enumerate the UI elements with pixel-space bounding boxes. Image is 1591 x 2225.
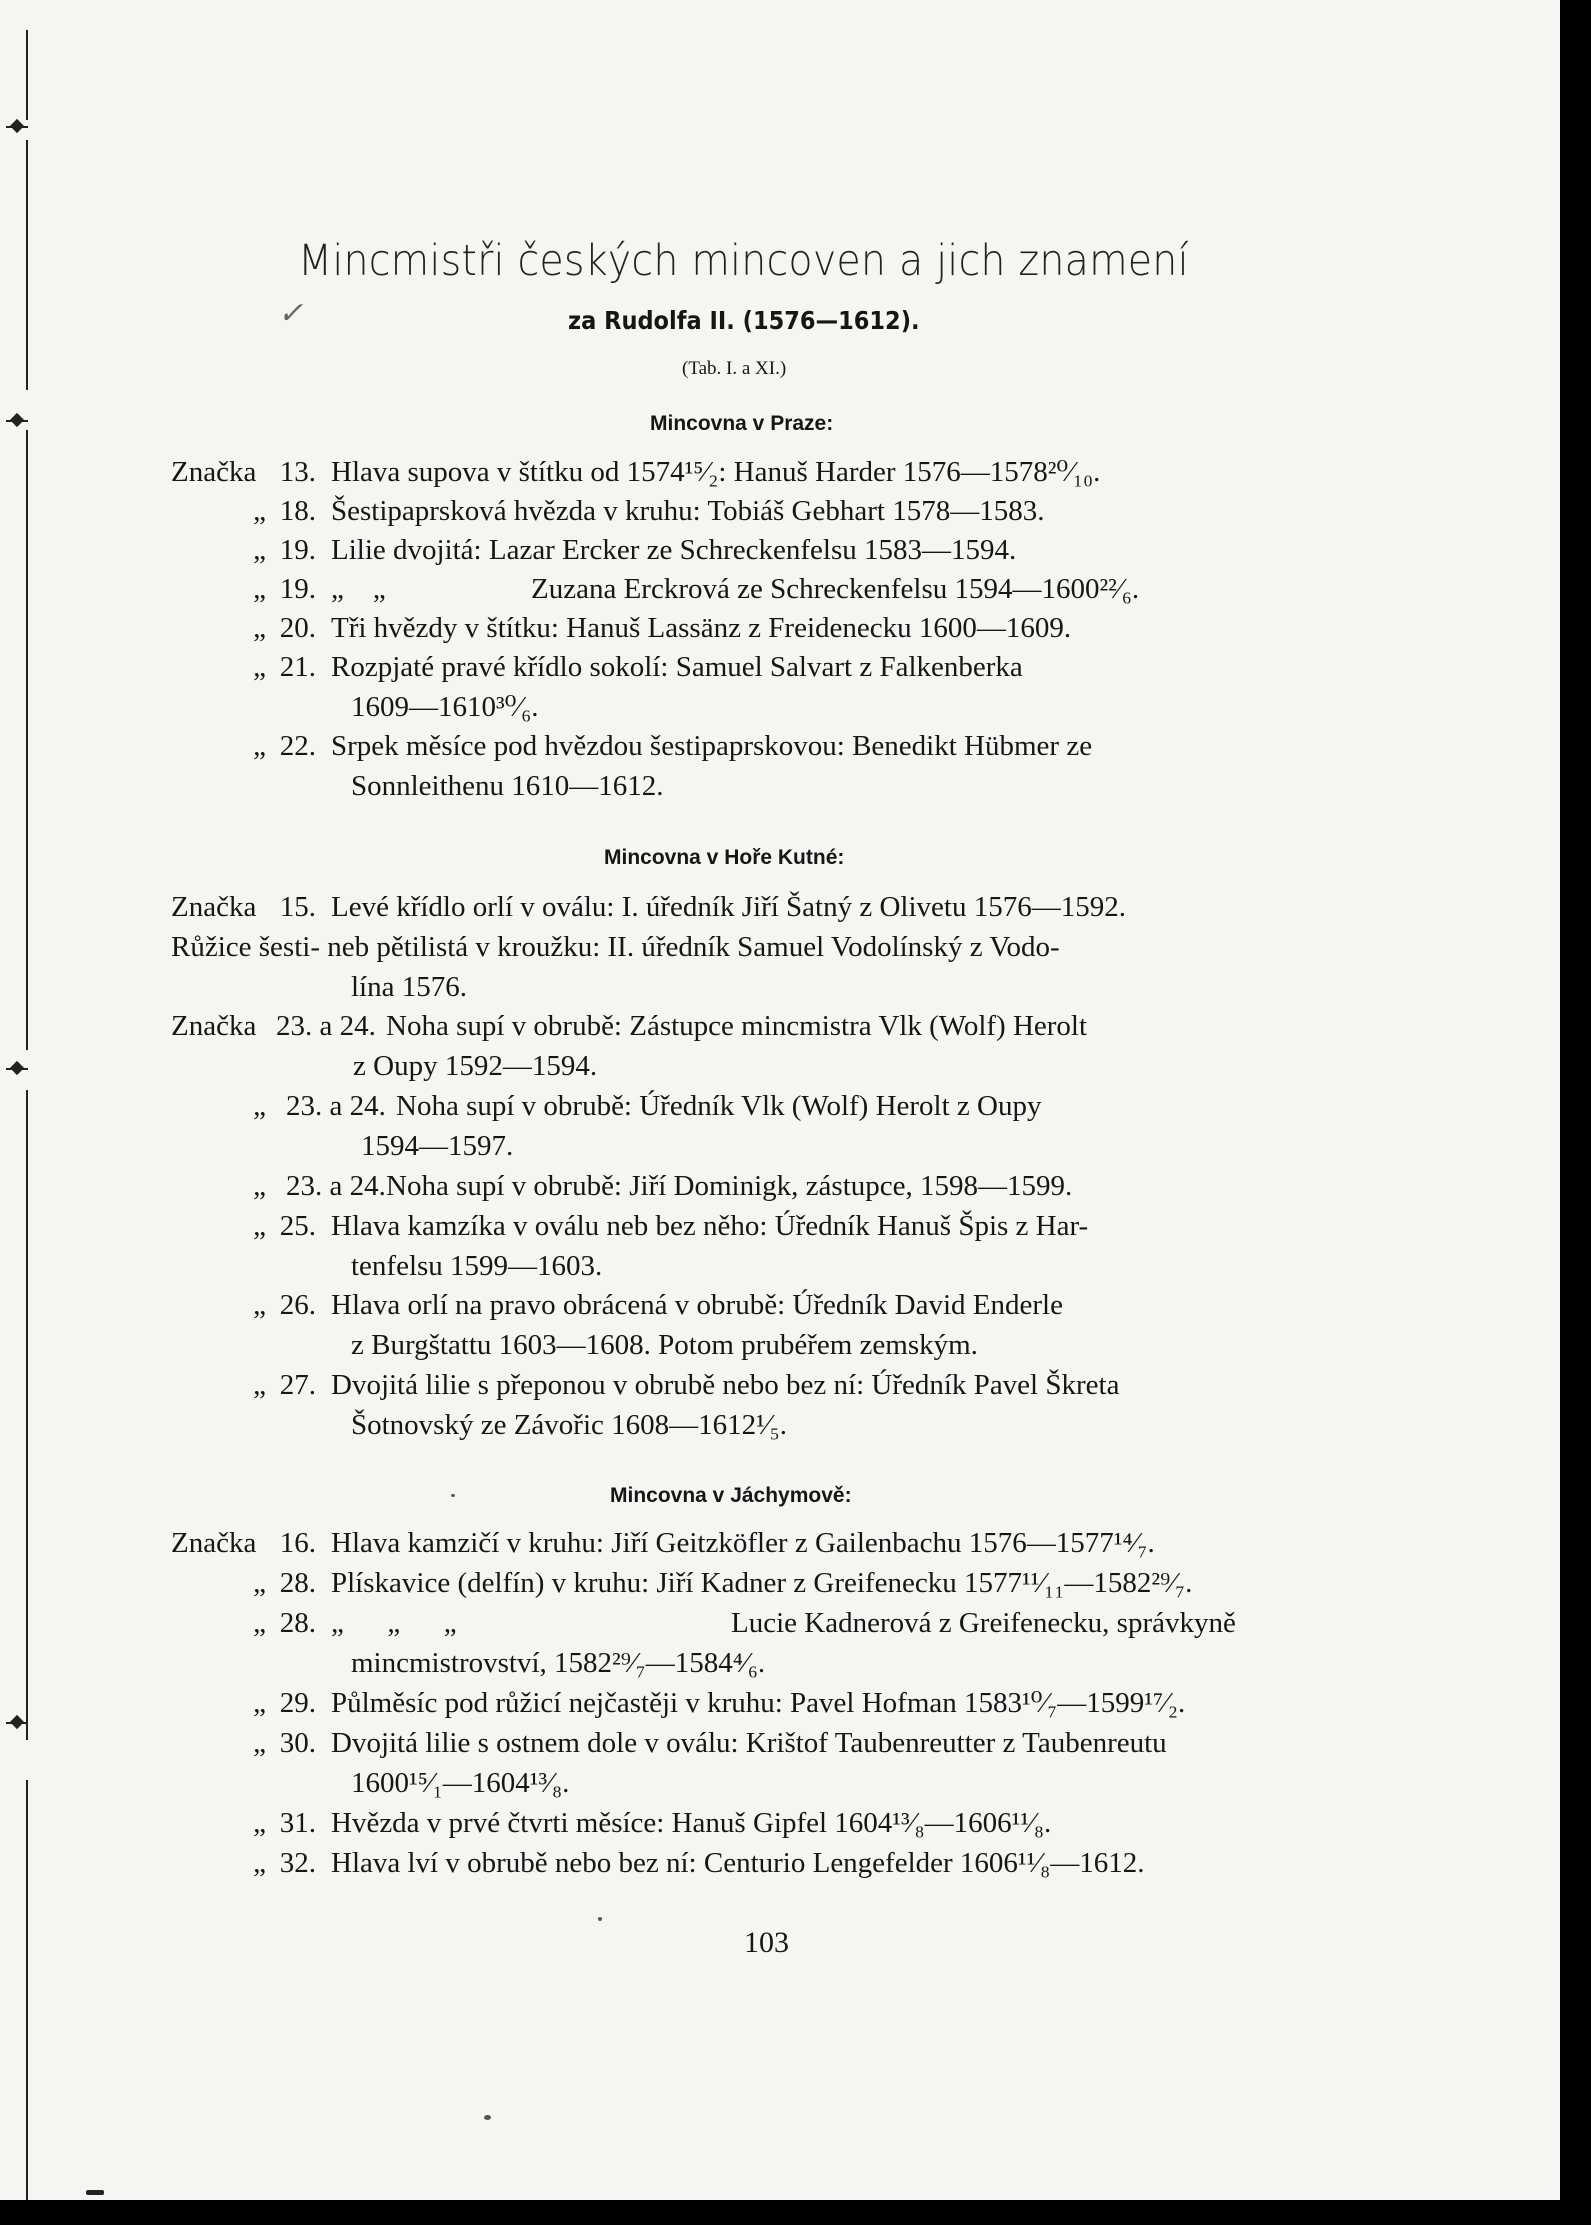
- scan-edge-line: [26, 1780, 28, 2200]
- section-heading-kutna-hora: Mincovna v Hoře Kutné:: [604, 846, 845, 869]
- scan-edge-line: [26, 430, 28, 1050]
- entry-prefix: Značka: [171, 1010, 257, 1042]
- entry-text-continued: 1594—1597.: [361, 1130, 514, 1162]
- entry-prefix: „: [253, 534, 266, 566]
- entry-prefix: „: [253, 1289, 266, 1321]
- list-item: [171, 887, 1371, 927]
- entry-text-continued: Sonnleithenu 1610—1612.: [351, 770, 664, 802]
- list-item: [171, 569, 1371, 609]
- entry-number: 23. a 24.: [286, 1090, 386, 1122]
- entry-text: Hlava supova v štítku od 1574¹⁵⁄₂: Hanuš Harder 1576—1578²⁰⁄₁₀.: [331, 456, 1101, 488]
- list-item: [171, 608, 1371, 648]
- entry-prefix: Značka: [171, 456, 257, 488]
- entry-text-continued: Šotnovský ze Závořic 1608—1612¹⁄₅.: [351, 1409, 788, 1441]
- print-speck: [598, 1917, 602, 1921]
- list-item: [171, 491, 1371, 531]
- entry-number: 26.: [279, 1289, 316, 1321]
- scan-edge-mark: [6, 414, 28, 428]
- entry-number: 16.: [279, 1527, 316, 1559]
- entry-text: Dvojitá lilie s přeponou v obrubě nebo bez ní: Úředník Pavel Škreta: [331, 1369, 1120, 1401]
- list-item: [171, 530, 1371, 570]
- scan-edge-line: [26, 140, 28, 390]
- entry-text: Lilie dvojitá: Lazar Ercker ze Schreckenfelsu 1583—1594.: [331, 534, 1017, 566]
- entry-number: 19.: [279, 534, 316, 566]
- entry-prefix: „: [253, 1090, 266, 1122]
- scan-edge-line: [26, 1090, 28, 1740]
- page-number: 103: [744, 1926, 789, 1959]
- list-item: [171, 452, 1371, 492]
- entry-prefix: „: [253, 1567, 266, 1599]
- entry-number: 25.: [279, 1210, 316, 1242]
- entry-prefix: „: [253, 1210, 266, 1242]
- entry-text-continued: mincmistrovství, 1582²⁹⁄₇—1584⁴⁄₆.: [351, 1647, 766, 1679]
- entry-prefix: „: [253, 651, 266, 683]
- scan-edge-mark: [6, 1716, 28, 1730]
- entry-text-continued: z Oupy 1592—1594.: [353, 1050, 598, 1082]
- section-heading-jachymov: Mincovna v Jáchymově:: [610, 1484, 852, 1507]
- page-title: Mincmistři českých mincoven a jich znamení: [298, 236, 1189, 286]
- entry-number: 32.: [279, 1847, 316, 1879]
- list-item: [171, 1086, 1371, 1166]
- entry-text: Hlava lví v obrubě nebo bez ní: Centurio Lengefelder 1606¹¹⁄₈—1612.: [331, 1847, 1145, 1879]
- entry-number: 21.: [279, 651, 316, 683]
- entry-text-continued: 1600¹⁵⁄₁—1604¹³⁄₈.: [351, 1767, 570, 1799]
- entry-text: Srpek měsíce pod hvězdou šestipaprskovou: Benedikt Hübmer ze: [331, 730, 1093, 762]
- entry-number: 15.: [279, 891, 316, 923]
- print-speck: [451, 1494, 455, 1497]
- ditto-marks: „ „ „: [331, 1607, 457, 1639]
- entry-text: Lucie Kadnerová z Greifenecku, správkyně: [731, 1607, 1236, 1639]
- list-item: [171, 1523, 1371, 1563]
- entry-prefix: Značka: [171, 1527, 257, 1559]
- list-item: [171, 1723, 1371, 1803]
- list-item: [171, 647, 1371, 727]
- entry-text-continued: z Burgštattu 1603—1608. Potom prubéřem zemským.: [351, 1329, 978, 1361]
- entry-text: Noha supí v obrubě: Zástupce mincmistra Vlk (Wolf) Herolt: [386, 1010, 1088, 1042]
- entry-text: Levé křídlo orlí v oválu: I. úředník Jiří Šatný z Olivetu 1576—1592.: [331, 891, 1126, 923]
- entry-number: 29.: [279, 1687, 316, 1719]
- entry-prefix: „: [253, 495, 266, 527]
- entry-prefix: „: [253, 1369, 266, 1401]
- entry-number: 31.: [279, 1807, 316, 1839]
- entry-text: Rozpjaté pravé křídlo sokolí: Samuel Salvart z Falkenberka: [331, 651, 1023, 683]
- entry-prefix: „: [253, 1170, 266, 1202]
- entry-text: Noha supí v obrubě: Úředník Vlk (Wolf) Herolt z Oupy: [396, 1090, 1042, 1122]
- list-item: [171, 1843, 1371, 1883]
- entry-number: 28.: [279, 1607, 316, 1639]
- entry-text: Dvojitá lilie s ostnem dole v oválu: Krištof Taubenreutter z Taubenreutu: [331, 1727, 1167, 1759]
- entry-text: Noha supí v obrubě: Jiří Dominigk, zástupce, 1598—1599.: [386, 1170, 1073, 1202]
- list-item: [171, 726, 1371, 806]
- entry-text: Půlměsíc pod růžicí nejčastěji v kruhu: Pavel Hofman 1583¹⁰⁄₇—1599¹⁷⁄₂.: [331, 1687, 1186, 1719]
- list-item: [171, 1803, 1371, 1843]
- list-item: [171, 1365, 1371, 1445]
- entry-prefix: „: [253, 1607, 266, 1639]
- list-item: [171, 1206, 1371, 1286]
- entry-number: 22.: [279, 730, 316, 762]
- entry-text: Růžice šesti- neb pětilistá v kroužku: II. úředník Samuel Vodolínský z Vodo-: [171, 931, 1060, 963]
- entry-prefix: Značka: [171, 891, 257, 923]
- entry-number: 19.: [279, 573, 316, 605]
- entry-prefix: „: [253, 730, 266, 762]
- list-item: [171, 1006, 1371, 1086]
- scan-edge-line: [26, 30, 28, 120]
- entry-number: 23. a 24.: [276, 1010, 376, 1042]
- entry-prefix: „: [253, 1727, 266, 1759]
- entry-prefix: „: [253, 573, 266, 605]
- entry-number: 20.: [279, 612, 316, 644]
- section-heading-praha: Mincovna v Praze:: [650, 412, 834, 435]
- scan-edge-mark: [6, 1062, 28, 1076]
- ditto-marks: „ „: [331, 573, 386, 605]
- print-speck: [86, 2190, 104, 2195]
- entry-number: 30.: [279, 1727, 316, 1759]
- print-speck: [484, 2115, 491, 2120]
- entry-number: 27.: [279, 1369, 316, 1401]
- scan-edge-mark: [6, 120, 28, 134]
- list-item: [171, 1683, 1371, 1723]
- list-item: [171, 1603, 1371, 1683]
- entry-text: Hlava kamzíka v oválu neb bez něho: Úředník Hanuš Špis z Har-: [331, 1210, 1089, 1242]
- list-item: [171, 927, 1371, 1007]
- list-item: [171, 1166, 1371, 1206]
- entry-prefix: „: [253, 1807, 266, 1839]
- entry-text-continued: 1609—1610³⁰⁄₆.: [351, 691, 539, 723]
- entry-prefix: „: [253, 1847, 266, 1879]
- entry-text: Hlava orlí na pravo obrácená v obrubě: Úředník David Enderle: [331, 1289, 1063, 1321]
- table-reference: (Tab. I. a XI.): [682, 358, 787, 379]
- entry-text: Hlava kamzičí v kruhu: Jiří Geitzköfler z Gailenbachu 1576—1577¹⁴⁄₇.: [331, 1527, 1155, 1559]
- entry-number: 23. a 24.: [286, 1170, 386, 1202]
- list-item: [171, 1563, 1371, 1603]
- entry-text: Hvězda v prvé čtvrti měsíce: Hanuš Gipfel 1604¹³⁄₈—1606¹¹⁄₈.: [331, 1807, 1052, 1839]
- entry-prefix: „: [253, 1687, 266, 1719]
- list-item: [171, 1285, 1371, 1365]
- entry-number: 18.: [279, 495, 316, 527]
- page-subtitle: za Rudolfa II. (1576—1612).: [568, 306, 920, 335]
- pencil-check-mark: ✓: [278, 297, 304, 330]
- entry-text: Zuzana Erckrová ze Schreckenfelsu 1594—1600²²⁄₆.: [531, 573, 1140, 605]
- entry-text-continued: tenfelsu 1599—1603.: [351, 1250, 603, 1282]
- entry-text-continued: línа 1576.: [351, 971, 467, 1003]
- entry-number: 28.: [279, 1567, 316, 1599]
- entry-prefix: „: [253, 612, 266, 644]
- entry-text: Šestipaprsková hvězda v kruhu: Tobiáš Gebhart 1578—1583.: [331, 495, 1045, 527]
- entry-text: Tři hvězdy v štítku: Hanuš Lassänz z Freidenecku 1600—1609.: [331, 612, 1072, 644]
- entry-text: Plískavice (delfín) v kruhu: Jiří Kadner z Greifenecku 1577¹¹⁄₁₁—1582²⁹⁄₇.: [331, 1567, 1193, 1599]
- entry-number: 13.: [279, 456, 316, 488]
